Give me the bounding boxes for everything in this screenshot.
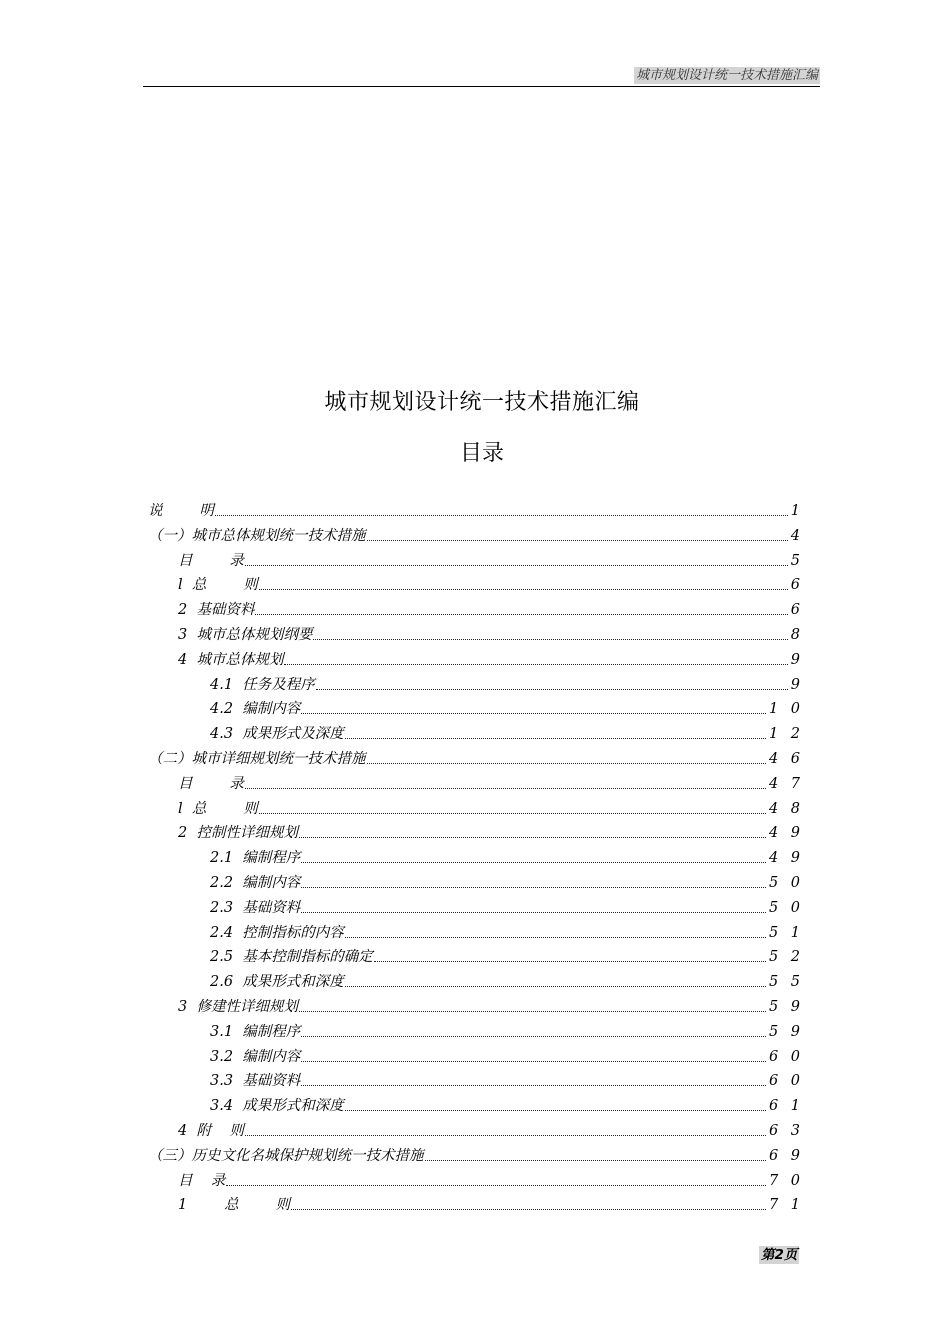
- toc-entry[interactable]: [178, 820, 804, 842]
- toc-entry-label: 2.6 成果形式和深度: [210, 974, 344, 991]
- toc-entry-label: 4.3 成果形式及深度: [210, 726, 344, 743]
- toc-entry-page: 5 9: [768, 999, 804, 1015]
- toc-dot-leader: [345, 937, 766, 938]
- toc-entry-label: 2.3 基础资料: [210, 899, 301, 916]
- toc-entry-label: 2 基础资料: [178, 602, 255, 619]
- toc-dot-leader: [245, 1135, 766, 1136]
- toc-entry[interactable]: [178, 1118, 804, 1140]
- toc-entry[interactable]: [210, 696, 804, 718]
- toc-dot-leader: [245, 788, 766, 789]
- toc-entry-label: 1 总 则: [178, 1197, 290, 1214]
- toc-entry-label: 4 城市总体规划: [178, 651, 284, 668]
- toc-dot-leader: [301, 1085, 766, 1086]
- toc-dot-leader: [367, 763, 766, 764]
- toc-entry-page: 1 2: [768, 726, 804, 743]
- toc-dot-leader: [259, 813, 766, 814]
- toc-entry[interactable]: [210, 1019, 804, 1041]
- toc-dot-leader: [301, 1036, 766, 1037]
- toc-dot-leader: [301, 713, 766, 714]
- toc-dot-leader: [345, 738, 766, 739]
- toc-entry-label: 3 修建性详细规划: [178, 999, 298, 1015]
- toc-dot-leader: [425, 1160, 766, 1161]
- toc-entry-page: 4 8: [768, 800, 804, 817]
- toc-dot-leader: [215, 515, 788, 516]
- toc-entry[interactable]: [210, 721, 804, 743]
- toc-entry[interactable]: [178, 994, 804, 1016]
- toc-dot-leader: [316, 689, 788, 690]
- toc-entry-page: 6 3: [768, 1123, 804, 1139]
- toc-entry-page: 4 9: [768, 850, 804, 867]
- toc-entry-page: 5 1: [768, 924, 804, 941]
- toc-entry[interactable]: [178, 597, 804, 619]
- toc-entry-page: 1: [790, 503, 804, 519]
- toc-entry-label: 4.1 任务及程序: [210, 676, 315, 693]
- toc-entry-page: 4 9: [768, 825, 804, 842]
- toc-entry[interactable]: [178, 1192, 804, 1214]
- page-number: 第2页: [761, 1247, 798, 1263]
- toc-entry-label: 3 城市总体规划纲要: [178, 627, 313, 643]
- toc-entry-label: l 总 则: [178, 577, 258, 594]
- toc-entry-page: 7 1: [768, 1197, 804, 1214]
- toc-entry-label: （二）城市详细规划统一技术措施: [148, 751, 366, 767]
- toc-entry-label: 2 控制性详细规划: [178, 825, 298, 842]
- toc-dot-leader: [301, 1061, 766, 1062]
- toc-entry-label: 2.4 控制指标的内容: [210, 924, 344, 941]
- toc-entry[interactable]: [148, 746, 804, 768]
- toc-entry-label: 目 录: [178, 552, 244, 569]
- toc-dot-leader: [255, 614, 787, 615]
- toc-entry-page: 5 9: [768, 1023, 804, 1040]
- toc-entry[interactable]: [210, 845, 804, 867]
- toc-entry-page: 8: [790, 627, 804, 643]
- document-title: 城市规划设计统一技术措施汇编: [324, 390, 640, 415]
- toc-entry-label: （三）历史文化名城保护规划统一技术措施: [148, 1147, 424, 1164]
- toc-entry-page: 6 9: [768, 1147, 804, 1164]
- toc-dot-leader: [367, 540, 788, 541]
- toc-entry-page: 4 7: [768, 775, 804, 792]
- toc-dot-leader: [301, 912, 766, 913]
- toc-dot-leader: [284, 664, 787, 665]
- toc-dot-leader: [301, 862, 766, 863]
- toc-dot-leader: [259, 589, 788, 590]
- toc-entry[interactable]: [148, 523, 804, 545]
- toc-entry-page: 5 5: [768, 974, 804, 991]
- toc-dot-leader: [226, 1185, 766, 1186]
- toc-entry[interactable]: [178, 647, 804, 669]
- toc-entry-page: 6 0: [768, 1073, 804, 1090]
- toc-entry-label: 4 附 则: [178, 1123, 244, 1139]
- toc-entry[interactable]: [210, 920, 804, 942]
- toc-entry-label: 目 录: [178, 1172, 226, 1189]
- toc-entry[interactable]: [178, 796, 804, 818]
- toc-entry-page: 6: [790, 577, 804, 594]
- toc-entry-label: 2.1 编制程序: [210, 850, 301, 867]
- toc-entry-label: 4.2 编制内容: [210, 701, 301, 718]
- toc-entry[interactable]: [210, 870, 804, 892]
- toc-entry-label: 3.4 成果形式和深度: [210, 1098, 344, 1115]
- toc-entry-page: 5 2: [768, 949, 804, 966]
- toc-entry[interactable]: [210, 944, 804, 966]
- toc-entry-label: 2.2 编制内容: [210, 875, 301, 891]
- toc-entry-label: 2.5 基本控制指标的确定: [210, 949, 373, 966]
- toc-entry[interactable]: [178, 622, 804, 644]
- toc-entry-page: 7 0: [768, 1172, 804, 1189]
- toc-heading: 目录: [459, 441, 504, 466]
- toc-entry[interactable]: [178, 1168, 804, 1190]
- toc-dot-leader: [245, 565, 788, 566]
- toc-entry[interactable]: [210, 1044, 804, 1066]
- toc-entry-page: 9: [790, 676, 804, 693]
- toc-dot-leader: [301, 887, 766, 888]
- toc-dot-leader: [313, 639, 787, 640]
- toc-dot-leader: [374, 961, 766, 962]
- toc-entry[interactable]: [210, 672, 804, 694]
- toc-entry-page: 6: [790, 602, 804, 619]
- toc-entry-page: 5: [790, 552, 804, 569]
- toc-entry-page: 5 0: [768, 875, 804, 891]
- toc-entry-label: （一）城市总体规划统一技术措施: [148, 527, 366, 544]
- toc-entry-label: 目 录: [178, 775, 244, 792]
- toc-entry-page: 5 0: [768, 899, 804, 916]
- toc-entry[interactable]: [210, 895, 804, 917]
- toc-entry[interactable]: [148, 498, 804, 520]
- toc-entry-page: 4: [790, 527, 804, 544]
- toc-entry[interactable]: [178, 771, 804, 793]
- toc-dot-leader: [345, 986, 766, 987]
- toc-entry-label: l 总 则: [178, 800, 258, 817]
- toc-entry-page: 9: [790, 651, 804, 668]
- toc-dot-leader: [299, 1011, 766, 1012]
- toc-dot-leader: [345, 1110, 766, 1111]
- toc-entry[interactable]: [210, 1068, 804, 1090]
- toc-entry-page: 6 0: [768, 1048, 804, 1065]
- toc-entry-page: 6 1: [768, 1098, 804, 1115]
- toc-entry-label: 3.1 编制程序: [210, 1023, 301, 1040]
- toc-dot-leader: [291, 1209, 766, 1210]
- toc-entry-page: 4 6: [768, 751, 804, 767]
- toc-entry-label: 说 明: [148, 503, 214, 519]
- toc-entry[interactable]: [210, 1093, 804, 1115]
- toc-entry[interactable]: [178, 548, 804, 570]
- toc-dot-leader: [299, 837, 766, 838]
- toc-entry[interactable]: [148, 1143, 804, 1165]
- toc-entry-page: 1 0: [768, 701, 804, 718]
- toc-entry-label: 3.2 编制内容: [210, 1048, 301, 1065]
- toc-entry[interactable]: [210, 969, 804, 991]
- toc-entry[interactable]: [178, 572, 804, 594]
- running-header-title: 城市规划设计统一技术措施汇编: [635, 68, 818, 83]
- toc-entry-label: 3.3 基础资料: [210, 1073, 301, 1090]
